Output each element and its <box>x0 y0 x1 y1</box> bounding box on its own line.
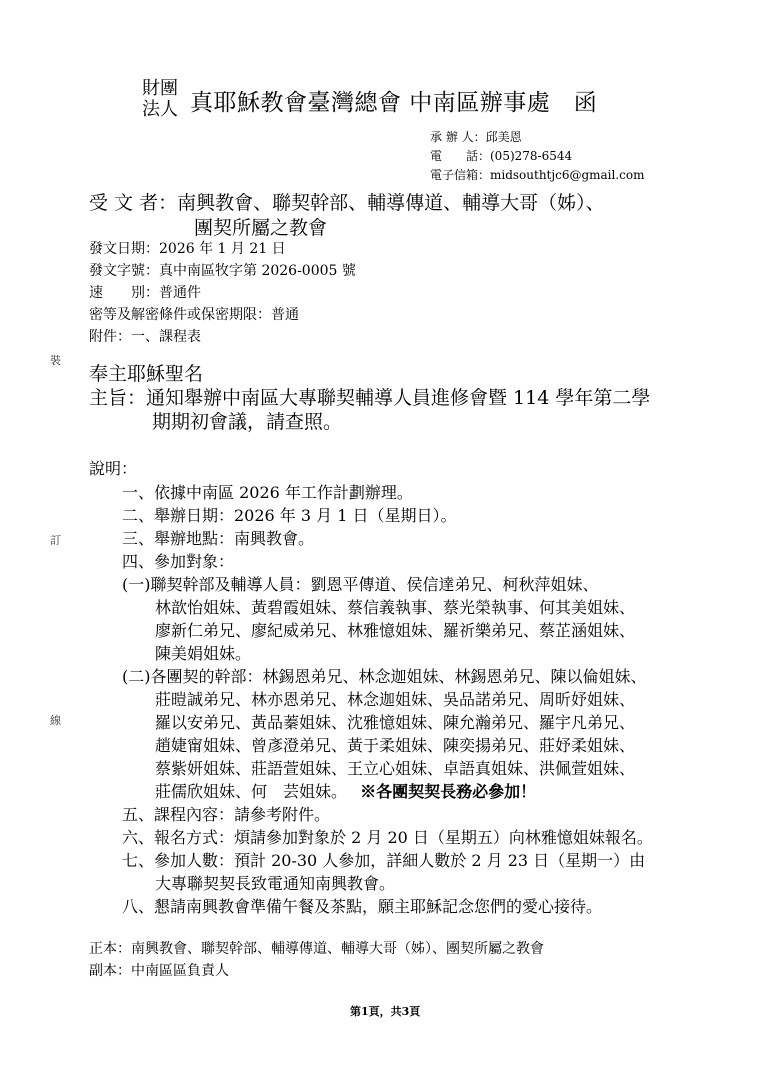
sub-item-2-line4: 趙婕甯姐妹、曾彥澄弟兄、黃于柔姐妹、陳奕揚弟兄、莊妤柔姐妹、 <box>155 736 636 755</box>
salutation: 奉主耶穌聖名 <box>89 363 204 385</box>
document-number: 發文字號：真中南區牧字第 2026-0005 號 <box>89 263 356 279</box>
recipient-line2: 團契所屬之教會 <box>194 217 328 239</box>
org-name: 真耶穌教會臺灣總會 中南區辦事處 函 <box>190 90 598 116</box>
delivery-speed: 速 別：普通件 <box>89 285 201 301</box>
binding-mark-middle: 訂 <box>50 534 61 547</box>
contact-phone: 電 話：(05)278-6544 <box>430 149 573 163</box>
attendance-notice: ※各團契契長務必參加！ <box>360 782 537 801</box>
subject-line1: 主旨：通知舉辦中南區大專聯契輔導人員進修會暨 114 學年第二學 <box>89 387 651 409</box>
explanation-title: 說明： <box>89 459 138 478</box>
binding-mark-top: 裝 <box>50 354 61 367</box>
item-4: 四、參加對象： <box>122 552 235 571</box>
sub-item-1-line1: (一)聯契幹部及輔導人員：劉恩平傳道、侯信達弟兄、柯秋萍姐妹、 <box>122 575 599 594</box>
distribution-copy: 副本：中南區區負責人 <box>89 963 229 979</box>
issue-date: 發文日期：2026 年 1 月 21 日 <box>89 241 286 257</box>
attachment-list: 附件：一、課程表 <box>89 329 201 345</box>
item-1: 一、依據中南區 2026 年工作計劃辦理。 <box>122 483 413 502</box>
contact-email: 電子信箱：midsouthtjc6@gmail.com <box>430 168 645 182</box>
distribution-main: 正本：南興教會、聯契幹部、輔導傳道、輔導大哥（姊）、團契所屬之教會 <box>89 941 544 957</box>
sub-item-1-line2: 林歆怡姐妹、黃碧霞姐妹、蔡信義執事、蔡光榮執事、何其美姐妹、 <box>155 598 636 617</box>
item-2: 二、舉辦日期：2026 年 3 月 1 日（星期日）。 <box>122 506 457 525</box>
recipient-line1: 受 文 者：南興教會、聯契幹部、輔導傳道、輔導大哥（姊）、 <box>89 192 605 214</box>
page-number: 第1頁，共3頁 <box>350 1005 421 1018</box>
item-7-line1: 七、參加人數：預計 20-30 人參加，詳細人數於 2 月 23 日（星期一）由 <box>122 851 646 870</box>
sub-item-2-line1: (二)各團契的幹部：林錫恩弟兄、林念迦姐妹、林錫恩弟兄、陳以倫姐妹、 <box>122 667 647 686</box>
sub-item-1-line4: 陳美娟姐妹。 <box>155 644 252 663</box>
item-3: 三、舉辦地點：南興教會。 <box>122 529 315 548</box>
secrecy-level: 密等及解密條件或保密期限：普通 <box>89 307 299 323</box>
contact-handler: 承 辦 人：邱美恩 <box>430 130 522 144</box>
binding-mark-bottom: 線 <box>50 714 61 727</box>
sub-item-2-line6 <box>155 779 536 802</box>
subject-line2: 期期初會議，請查照。 <box>152 411 343 433</box>
sub-item-2-line2: 莊暟誠弟兄、林亦恩弟兄、林念迦姐妹、吳品諾弟兄、周昕妤姐妹、 <box>155 690 636 709</box>
item-5: 五、課程內容：請參考附件。 <box>122 805 331 824</box>
item-6: 六、報名方式：煩請參加對象於 2 月 20 日（星期五）向林雅憶姐妹報名。 <box>122 828 653 847</box>
item-8: 八、懇請南興教會準備午餐及茶點，願主耶穌記念您們的愛心接待。 <box>122 897 603 916</box>
sub-item-2-line5: 蔡紫妍姐妹、莊語萱姐妹、王立心姐妹、卓語真姐妹、洪佩萱姐妹、 <box>155 759 636 778</box>
sub-item-2-line3: 羅以安弟兄、黃品蓁姐妹、沈雅憶姐妹、陳允瀚弟兄、羅宇凡弟兄、 <box>155 713 636 732</box>
org-prefix: 財團 法人 <box>142 78 178 120</box>
item-7-line2: 大專聯契契長致電通知南興教會。 <box>155 874 396 893</box>
sub-item-1-line3: 廖新仁弟兄、廖紀威弟兄、林雅憶姐妹、羅祈樂弟兄、蔡芷涵姐妹、 <box>155 621 636 640</box>
sub-item-2-names-end: 莊儒欣姐妹、何 芸姐妹。 <box>155 782 348 801</box>
